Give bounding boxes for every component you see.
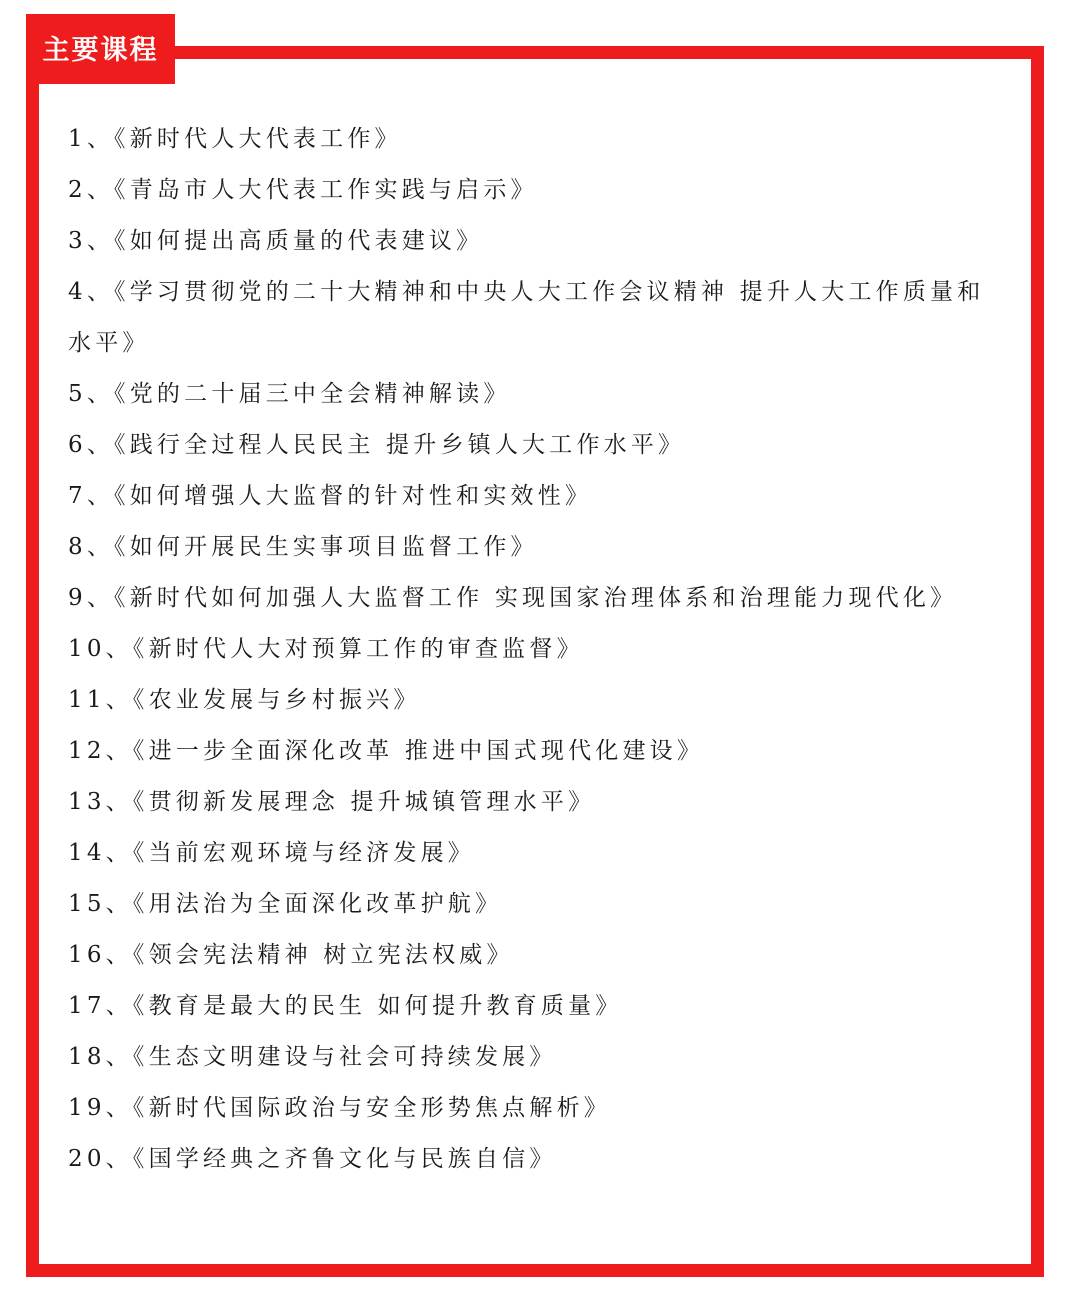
course-item-7: 7、《如何增强人大监督的针对性和实效性》	[68, 483, 593, 509]
course-item-19: 19、《新时代国际政治与安全形势焦点解析》	[68, 1095, 611, 1121]
course-item-15: 15、《用法治为全面深化改革护航》	[68, 891, 503, 917]
section-title: 主要课程	[26, 14, 175, 84]
course-item-4: 4、《学习贯彻党的二十大精神和中央人大工作会议精神 提升人大工作质量和水平》	[68, 279, 985, 356]
course-item-9: 9、《新时代如何加强人大监督工作 实现国家治理体系和治理能力现代化》	[68, 585, 958, 611]
course-item-18: 18、《生态文明建设与社会可持续发展》	[68, 1044, 557, 1070]
course-item-14: 14、《当前宏观环境与经济发展》	[68, 840, 475, 866]
course-item-11: 11、《农业发展与乡村振兴》	[68, 687, 421, 713]
course-list	[68, 114, 1008, 1185]
course-item-17: 17、《教育是最大的民生 如何提升教育质量》	[68, 993, 623, 1019]
course-item-6: 6、《践行全过程人民民主 提升乡镇人大工作水平》	[68, 432, 686, 458]
course-item-10: 10、《新时代人大对预算工作的审查监督》	[68, 636, 584, 662]
course-item-20: 20、《国学经典之齐鲁文化与民族自信》	[68, 1146, 557, 1172]
course-item-12: 12、《进一步全面深化改革 推进中国式现代化建设》	[68, 738, 705, 764]
course-item-5: 5、《党的二十届三中全会精神解读》	[68, 381, 511, 407]
course-item-3: 3、《如何提出高质量的代表建议》	[68, 228, 484, 254]
course-item-16: 16、《领会宪法精神 树立宪法权威》	[68, 942, 514, 968]
course-item-2: 2、《青岛市人大代表工作实践与启示》	[68, 177, 538, 203]
course-item-13: 13、《贯彻新发展理念 提升城镇管理水平》	[68, 789, 596, 815]
course-item-1: 1、《新时代人大代表工作》	[68, 126, 402, 152]
course-item-8: 8、《如何开展民生实事项目监督工作》	[68, 534, 538, 560]
